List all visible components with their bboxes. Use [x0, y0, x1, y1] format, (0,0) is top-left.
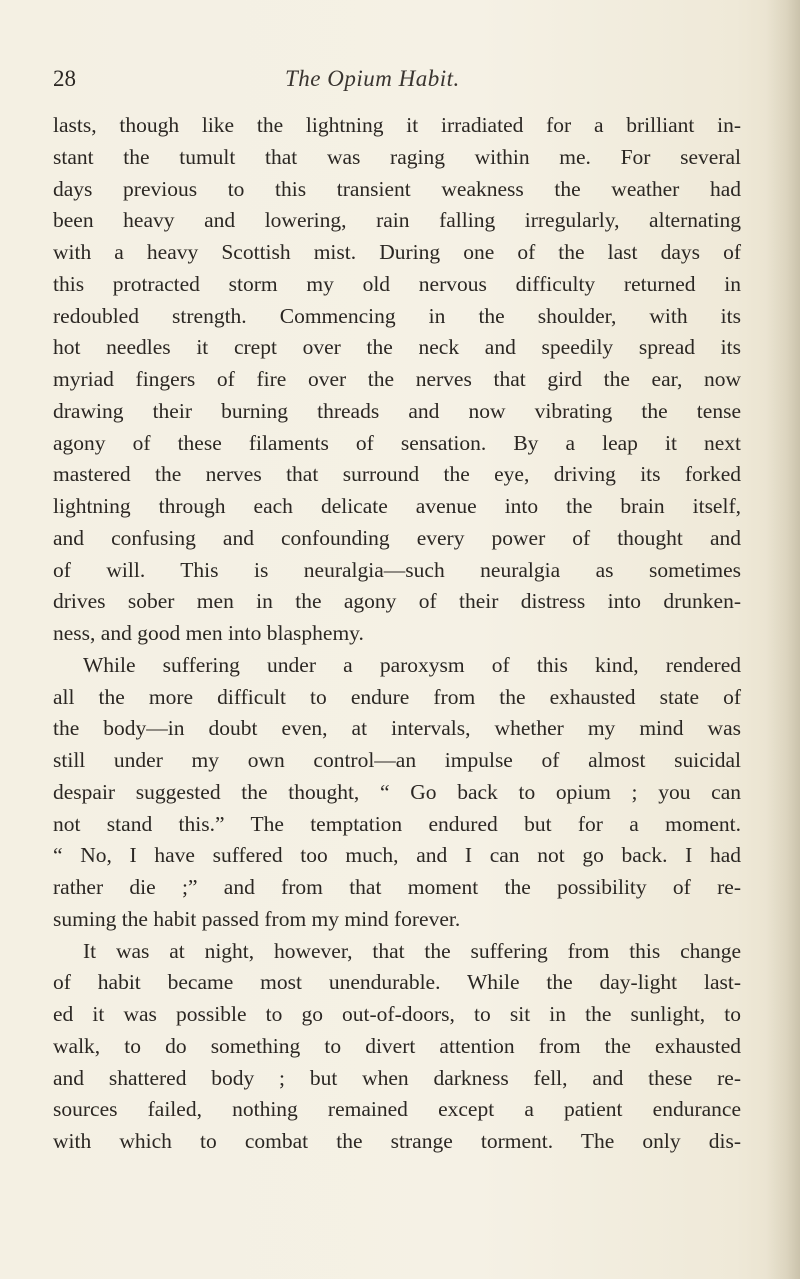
body-text — [53, 110, 741, 1158]
text-line: mastered the nerves that surround the eye, driving its forked — [53, 462, 741, 487]
text-line: drawing their burning threads and now vibrating the tense — [53, 398, 741, 423]
running-head — [53, 64, 753, 94]
text-line: rather die ;” and from that moment the possibility of re- — [53, 875, 741, 899]
text-line: been heavy and lowering, rain falling irregularly, alternating — [53, 208, 741, 233]
text-line: and confusing and confounding every power of thought and — [53, 525, 741, 550]
text-line: days previous to this transient weakness the weather had — [53, 176, 741, 201]
text-line: drives sober men in the agony of their distress into drunken- — [53, 589, 741, 614]
text-line: not stand this.” The temptation endured but for a moment. — [53, 811, 741, 836]
text-line: of will. This is neuralgia—such neuralgia as sometimes — [53, 557, 741, 582]
text-line: stant the tumult that was raging within me. For several — [53, 144, 741, 169]
text-line: of habit became most unendurable. While the day-light last- — [53, 970, 741, 995]
text-line: and shattered body ; but when darkness fell, and these re- — [53, 1065, 741, 1090]
text-line: redoubled strength. Commencing in the shoulder, with its — [53, 303, 741, 328]
text-line: suming the habit passed from my mind forever. — [53, 906, 461, 931]
running-title: The Opium Habit. — [285, 66, 460, 91]
text-line: It was at night, however, that the suffering from this change — [83, 938, 741, 963]
text-line: myriad fingers of fire over the nerves that gird the ear, now — [53, 367, 741, 391]
text-line: still under my own control—an impulse of almost suicidal — [53, 748, 741, 772]
text-line: lasts, though like the lightning it irradiated for a brilliant in- — [53, 113, 741, 137]
page-edge-shadow — [766, 0, 800, 1279]
text-line: sources failed, nothing remained except a patient endurance — [53, 1097, 741, 1122]
text-line: the body—in doubt even, at intervals, whether my mind was — [53, 716, 741, 741]
text-line: this protracted storm my old nervous difficulty returned in — [53, 271, 741, 296]
text-line: with which to combat the strange torment. The only dis- — [53, 1129, 741, 1153]
text-line: “ No, I have suffered too much, and I can not go back. I had — [53, 843, 741, 868]
text-line: While suffering under a paroxysm of this kind, rendered — [83, 652, 741, 677]
text-line: walk, to do something to divert attention from the exhausted — [53, 1033, 741, 1058]
page-number: 28 — [53, 66, 76, 91]
text-line: despair suggested the thought, “ Go back to opium ; you can — [53, 779, 741, 804]
text-line: ed it was possible to go out-of-doors, to sit in the sunlight, to — [53, 1002, 741, 1026]
text-line: hot needles it crept over the neck and speedily spread its — [53, 335, 741, 360]
text-line: with a heavy Scottish mist. During one of the last days of — [53, 240, 741, 264]
text-line: agony of these filaments of sensation. By a leap it next — [53, 430, 741, 455]
text-line: lightning through each delicate avenue into the brain itself, — [53, 494, 741, 518]
text-line: ness, and good men into blasphemy. — [53, 621, 364, 645]
text-line: all the more difficult to endure from the exhausted state of — [53, 684, 741, 709]
